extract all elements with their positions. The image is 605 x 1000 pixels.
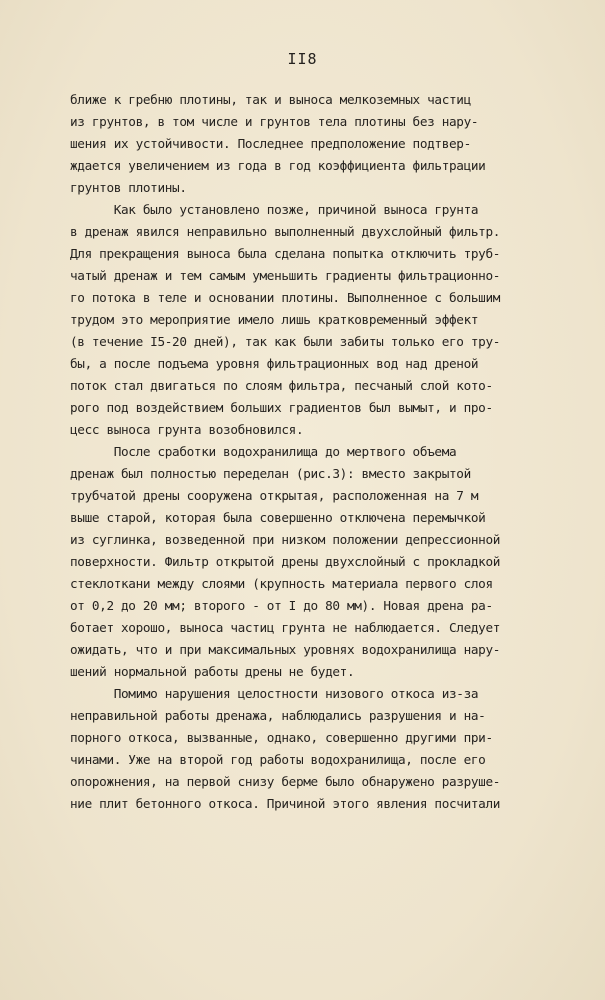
text-line: чатый дренаж и тем самым уменьшить градиенты фильтрационно-: [70, 268, 501, 283]
body-text: [70, 89, 590, 815]
text-line: (в течение I5-20 дней), так как были забиты только его тру-: [70, 334, 501, 349]
text-line: Помимо нарушения целостности низового откоса из-за: [70, 686, 479, 701]
text-line: трубчатой дрены сооружена открытая, расположенная на 7 м: [70, 488, 479, 503]
text-line: ботает хорошо, выноса частиц грунта не наблюдается. Следует: [70, 620, 501, 635]
text-line: из суглинка, возведенной при низком положении депрессионной: [70, 532, 501, 547]
text-line: го потока в теле и основании плотины. Выполненное с большим: [70, 290, 501, 305]
text-line: шений нормальной работы дрены не будет.: [70, 664, 355, 679]
text-line: шения их устойчивости. Последнее предположение подтвер-: [70, 136, 471, 151]
text-line: ждается увеличением из года в год коэффициента фильтрации: [70, 158, 486, 173]
text-line: выше старой, которая была совершенно отключена перемычкой: [70, 510, 486, 525]
text-line: ожидать, что и при максимальных уровнях водохранилища нару-: [70, 642, 501, 657]
text-line: Для прекращения выноса была сделана попытка отключить труб-: [70, 246, 501, 261]
page-number: II8: [287, 50, 318, 68]
text-line: ближе к гребню плотины, так и выноса мелкоземных частиц: [70, 92, 471, 107]
text-line: грунтов плотины.: [70, 180, 187, 195]
text-line: поверхности. Фильтр открытой дрены двухслойный с прокладкой: [70, 554, 501, 569]
text-line: рого под воздействием больших градиентов был вымыт, и про-: [70, 400, 493, 415]
text-line: опорожнения, на первой снизу берме было обнаружено разруше-: [70, 774, 501, 789]
text-line: ние плит бетонного откоса. Причиной этого явления посчитали: [70, 796, 501, 811]
text-line: из грунтов, в том числе и грунтов тела плотины без нару-: [70, 114, 479, 129]
text-line: чинами. Уже на второй год работы водохранилища, после его: [70, 752, 486, 767]
text-line: неправильной работы дренажа, наблюдались разрушения и на-: [70, 708, 486, 723]
text-line: в дренаж явился неправильно выполненный двухслойный фильтр.: [70, 224, 501, 239]
text-line: от 0,2 до 20 мм; второго - от I до 80 мм). Новая дрена ра-: [70, 598, 493, 613]
text-line: трудом это мероприятие имело лишь кратковременный эффект: [70, 312, 479, 327]
text-line: порного откоса, вызванные, однако, совершенно другими при-: [70, 730, 493, 745]
text-line: цесс выноса грунта возобновился.: [70, 422, 304, 437]
text-line: Как было установлено позже, причиной выноса грунта: [70, 202, 479, 217]
text-line: поток стал двигаться по слоям фильтра, песчаный слой кото-: [70, 378, 493, 393]
text-line: бы, а после подъема уровня фильтрационных вод над дреной: [70, 356, 479, 371]
text-line: После сработки водохранилища до мертвого объема: [70, 444, 457, 459]
text-line: дренаж был полностью переделан (рис.3): вместо закрытой: [70, 466, 471, 481]
text-line: стеклоткани между слоями (крупность материала первого слоя: [70, 576, 493, 591]
